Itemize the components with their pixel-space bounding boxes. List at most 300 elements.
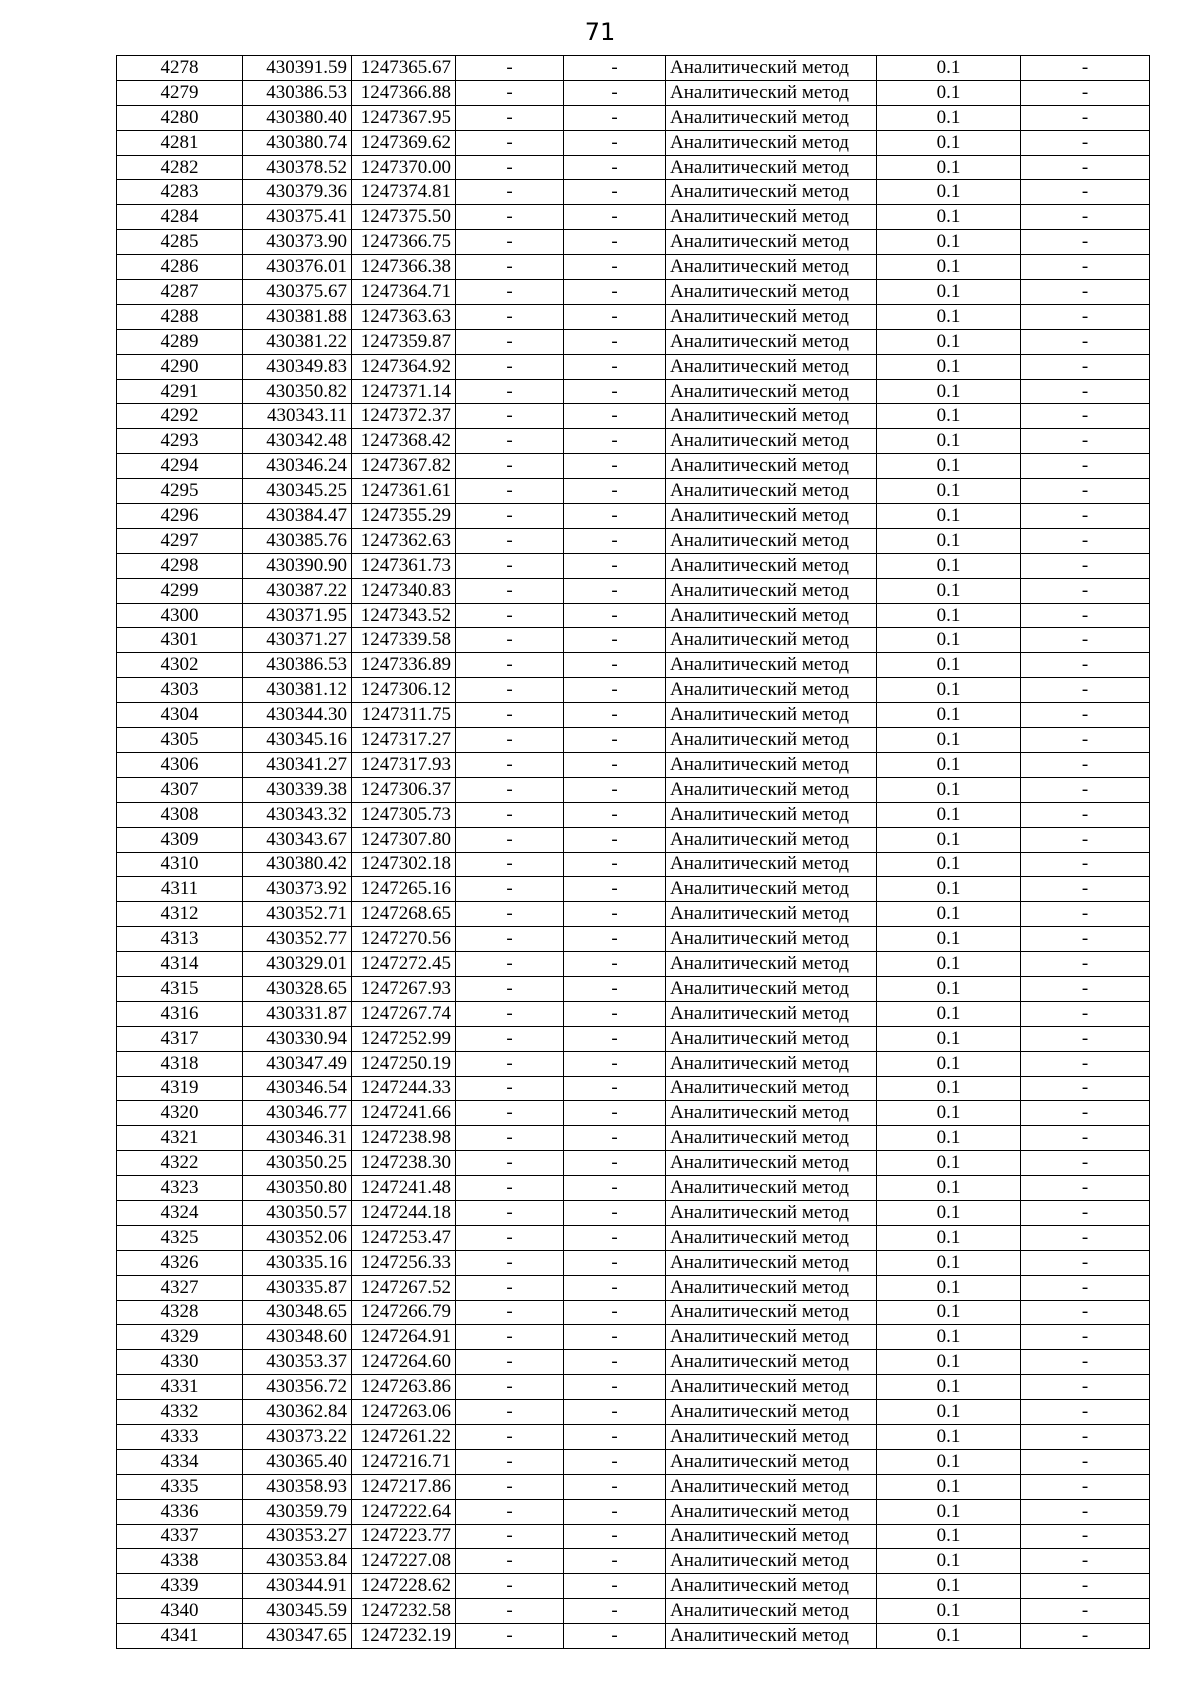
table-row	[117, 1400, 1150, 1425]
empty-value-cell: -	[456, 354, 564, 379]
empty-value-cell: -	[564, 454, 666, 479]
empty-value-cell: -	[456, 902, 564, 927]
accuracy-cell: 0.1	[877, 354, 1021, 379]
method-cell: Аналитический метод	[666, 205, 877, 230]
method-cell: Аналитический метод	[666, 703, 877, 728]
accuracy-cell: 0.1	[877, 1449, 1021, 1474]
page-number: 71	[584, 18, 616, 46]
empty-value-cell: -	[1021, 1101, 1150, 1126]
y-coordinate-cell: 1247232.58	[352, 1599, 456, 1624]
empty-value-cell: -	[456, 852, 564, 877]
point-number-cell: 4334	[117, 1449, 243, 1474]
accuracy-cell: 0.1	[877, 1499, 1021, 1524]
empty-value-cell: -	[1021, 504, 1150, 529]
table-row	[117, 976, 1150, 1001]
accuracy-cell: 0.1	[877, 827, 1021, 852]
y-coordinate-cell: 1247366.88	[352, 80, 456, 105]
x-coordinate-cell: 430352.71	[243, 902, 352, 927]
accuracy-cell: 0.1	[877, 553, 1021, 578]
y-coordinate-cell: 1247268.65	[352, 902, 456, 927]
y-coordinate-cell: 1247365.67	[352, 56, 456, 81]
x-coordinate-cell: 430378.52	[243, 155, 352, 180]
empty-value-cell: -	[564, 354, 666, 379]
empty-value-cell: -	[564, 1151, 666, 1176]
y-coordinate-cell: 1247364.92	[352, 354, 456, 379]
y-coordinate-cell: 1247264.91	[352, 1325, 456, 1350]
accuracy-cell: 0.1	[877, 1051, 1021, 1076]
accuracy-cell: 0.1	[877, 1474, 1021, 1499]
method-cell: Аналитический метод	[666, 429, 877, 454]
empty-value-cell: -	[456, 1076, 564, 1101]
y-coordinate-cell: 1247238.98	[352, 1126, 456, 1151]
accuracy-cell: 0.1	[877, 479, 1021, 504]
method-cell: Аналитический метод	[666, 728, 877, 753]
accuracy-cell: 0.1	[877, 304, 1021, 329]
table-row	[117, 354, 1150, 379]
x-coordinate-cell: 430371.95	[243, 603, 352, 628]
x-coordinate-cell: 430341.27	[243, 752, 352, 777]
point-number-cell: 4283	[117, 180, 243, 205]
method-cell: Аналитический метод	[666, 628, 877, 653]
point-number-cell: 4328	[117, 1300, 243, 1325]
empty-value-cell: -	[456, 728, 564, 753]
empty-value-cell: -	[456, 1574, 564, 1599]
accuracy-cell: 0.1	[877, 80, 1021, 105]
table-row	[117, 429, 1150, 454]
empty-value-cell: -	[1021, 703, 1150, 728]
accuracy-cell: 0.1	[877, 1624, 1021, 1649]
table-row	[117, 1599, 1150, 1624]
method-cell: Аналитический метод	[666, 56, 877, 81]
point-number-cell: 4318	[117, 1051, 243, 1076]
empty-value-cell: -	[456, 1499, 564, 1524]
y-coordinate-cell: 1247307.80	[352, 827, 456, 852]
empty-value-cell: -	[456, 1101, 564, 1126]
x-coordinate-cell: 430352.06	[243, 1225, 352, 1250]
y-coordinate-cell: 1247228.62	[352, 1574, 456, 1599]
accuracy-cell: 0.1	[877, 1001, 1021, 1026]
y-coordinate-cell: 1247372.37	[352, 404, 456, 429]
x-coordinate-cell: 430350.57	[243, 1200, 352, 1225]
empty-value-cell: -	[564, 553, 666, 578]
table-row	[117, 827, 1150, 852]
empty-value-cell: -	[456, 230, 564, 255]
table-row	[117, 1474, 1150, 1499]
accuracy-cell: 0.1	[877, 752, 1021, 777]
empty-value-cell: -	[456, 1151, 564, 1176]
empty-value-cell: -	[564, 1325, 666, 1350]
empty-value-cell: -	[456, 628, 564, 653]
point-number-cell: 4285	[117, 230, 243, 255]
method-cell: Аналитический метод	[666, 1449, 877, 1474]
accuracy-cell: 0.1	[877, 130, 1021, 155]
empty-value-cell: -	[456, 80, 564, 105]
empty-value-cell: -	[564, 1275, 666, 1300]
x-coordinate-cell: 430380.74	[243, 130, 352, 155]
empty-value-cell: -	[1021, 304, 1150, 329]
accuracy-cell: 0.1	[877, 155, 1021, 180]
empty-value-cell: -	[456, 205, 564, 230]
empty-value-cell: -	[1021, 802, 1150, 827]
table-row	[117, 678, 1150, 703]
accuracy-cell: 0.1	[877, 678, 1021, 703]
accuracy-cell: 0.1	[877, 603, 1021, 628]
empty-value-cell: -	[1021, 56, 1150, 81]
point-number-cell: 4299	[117, 578, 243, 603]
method-cell: Аналитический метод	[666, 230, 877, 255]
table-row	[117, 1051, 1150, 1076]
empty-value-cell: -	[456, 1176, 564, 1201]
x-coordinate-cell: 430335.16	[243, 1250, 352, 1275]
y-coordinate-cell: 1247364.71	[352, 280, 456, 305]
empty-value-cell: -	[564, 255, 666, 280]
empty-value-cell: -	[456, 653, 564, 678]
empty-value-cell: -	[564, 1076, 666, 1101]
empty-value-cell: -	[564, 1200, 666, 1225]
empty-value-cell: -	[456, 329, 564, 354]
table-row	[117, 777, 1150, 802]
table-row	[117, 205, 1150, 230]
method-cell: Аналитический метод	[666, 280, 877, 305]
empty-value-cell: -	[456, 379, 564, 404]
point-number-cell: 4301	[117, 628, 243, 653]
table-row	[117, 1350, 1150, 1375]
table-row	[117, 703, 1150, 728]
point-number-cell: 4295	[117, 479, 243, 504]
point-number-cell: 4291	[117, 379, 243, 404]
method-cell: Аналитический метод	[666, 976, 877, 1001]
empty-value-cell: -	[456, 155, 564, 180]
table-row	[117, 927, 1150, 952]
method-cell: Аналитический метод	[666, 479, 877, 504]
accuracy-cell: 0.1	[877, 976, 1021, 1001]
method-cell: Аналитический метод	[666, 1474, 877, 1499]
method-cell: Аналитический метод	[666, 404, 877, 429]
y-coordinate-cell: 1247336.89	[352, 653, 456, 678]
point-number-cell: 4311	[117, 877, 243, 902]
y-coordinate-cell: 1247263.06	[352, 1400, 456, 1425]
empty-value-cell: -	[1021, 1549, 1150, 1574]
point-number-cell: 4289	[117, 329, 243, 354]
empty-value-cell: -	[564, 877, 666, 902]
point-number-cell: 4288	[117, 304, 243, 329]
y-coordinate-cell: 1247366.75	[352, 230, 456, 255]
table-row	[117, 603, 1150, 628]
accuracy-cell: 0.1	[877, 952, 1021, 977]
accuracy-cell: 0.1	[877, 1325, 1021, 1350]
accuracy-cell: 0.1	[877, 852, 1021, 877]
empty-value-cell: -	[564, 703, 666, 728]
empty-value-cell: -	[1021, 1524, 1150, 1549]
empty-value-cell: -	[1021, 553, 1150, 578]
empty-value-cell: -	[564, 1126, 666, 1151]
accuracy-cell: 0.1	[877, 429, 1021, 454]
y-coordinate-cell: 1247223.77	[352, 1524, 456, 1549]
table-row	[117, 1524, 1150, 1549]
empty-value-cell: -	[564, 927, 666, 952]
empty-value-cell: -	[456, 429, 564, 454]
empty-value-cell: -	[1021, 728, 1150, 753]
x-coordinate-cell: 430346.54	[243, 1076, 352, 1101]
y-coordinate-cell: 1247367.95	[352, 105, 456, 130]
empty-value-cell: -	[456, 1325, 564, 1350]
y-coordinate-cell: 1247317.27	[352, 728, 456, 753]
accuracy-cell: 0.1	[877, 1250, 1021, 1275]
empty-value-cell: -	[456, 802, 564, 827]
empty-value-cell: -	[1021, 1474, 1150, 1499]
table-row	[117, 255, 1150, 280]
empty-value-cell: -	[564, 1350, 666, 1375]
empty-value-cell: -	[564, 1250, 666, 1275]
method-cell: Аналитический метод	[666, 329, 877, 354]
empty-value-cell: -	[564, 528, 666, 553]
empty-value-cell: -	[1021, 952, 1150, 977]
y-coordinate-cell: 1247256.33	[352, 1250, 456, 1275]
method-cell: Аналитический метод	[666, 255, 877, 280]
method-cell: Аналитический метод	[666, 528, 877, 553]
method-cell: Аналитический метод	[666, 777, 877, 802]
table-row	[117, 56, 1150, 81]
x-coordinate-cell: 430347.65	[243, 1624, 352, 1649]
method-cell: Аналитический метод	[666, 1076, 877, 1101]
empty-value-cell: -	[564, 1225, 666, 1250]
accuracy-cell: 0.1	[877, 1375, 1021, 1400]
point-number-cell: 4332	[117, 1400, 243, 1425]
empty-value-cell: -	[564, 280, 666, 305]
table-row	[117, 877, 1150, 902]
empty-value-cell: -	[564, 130, 666, 155]
empty-value-cell: -	[1021, 329, 1150, 354]
empty-value-cell: -	[456, 976, 564, 1001]
table-row	[117, 1200, 1150, 1225]
empty-value-cell: -	[456, 479, 564, 504]
table-row	[117, 155, 1150, 180]
empty-value-cell: -	[564, 1449, 666, 1474]
empty-value-cell: -	[456, 678, 564, 703]
x-coordinate-cell: 430346.24	[243, 454, 352, 479]
empty-value-cell: -	[1021, 1250, 1150, 1275]
empty-value-cell: -	[564, 155, 666, 180]
x-coordinate-cell: 430358.93	[243, 1474, 352, 1499]
method-cell: Аналитический метод	[666, 927, 877, 952]
empty-value-cell: -	[1021, 379, 1150, 404]
point-number-cell: 4284	[117, 205, 243, 230]
empty-value-cell: -	[456, 130, 564, 155]
y-coordinate-cell: 1247306.12	[352, 678, 456, 703]
x-coordinate-cell: 430386.53	[243, 80, 352, 105]
table-row	[117, 1176, 1150, 1201]
accuracy-cell: 0.1	[877, 329, 1021, 354]
empty-value-cell: -	[564, 902, 666, 927]
empty-value-cell: -	[564, 205, 666, 230]
method-cell: Аналитический метод	[666, 1375, 877, 1400]
empty-value-cell: -	[564, 404, 666, 429]
point-number-cell: 4333	[117, 1424, 243, 1449]
x-coordinate-cell: 430362.84	[243, 1400, 352, 1425]
x-coordinate-cell: 430380.40	[243, 105, 352, 130]
point-number-cell: 4281	[117, 130, 243, 155]
empty-value-cell: -	[456, 927, 564, 952]
empty-value-cell: -	[564, 56, 666, 81]
x-coordinate-cell: 430387.22	[243, 578, 352, 603]
accuracy-cell: 0.1	[877, 927, 1021, 952]
y-coordinate-cell: 1247272.45	[352, 952, 456, 977]
y-coordinate-cell: 1247369.62	[352, 130, 456, 155]
x-coordinate-cell: 430335.87	[243, 1275, 352, 1300]
method-cell: Аналитический метод	[666, 1574, 877, 1599]
empty-value-cell: -	[1021, 429, 1150, 454]
x-coordinate-cell: 430373.90	[243, 230, 352, 255]
point-number-cell: 4298	[117, 553, 243, 578]
empty-value-cell: -	[1021, 1449, 1150, 1474]
empty-value-cell: -	[1021, 1325, 1150, 1350]
point-number-cell: 4280	[117, 105, 243, 130]
accuracy-cell: 0.1	[877, 454, 1021, 479]
empty-value-cell: -	[564, 603, 666, 628]
method-cell: Аналитический метод	[666, 1524, 877, 1549]
method-cell: Аналитический метод	[666, 752, 877, 777]
empty-value-cell: -	[564, 852, 666, 877]
x-coordinate-cell: 430375.41	[243, 205, 352, 230]
empty-value-cell: -	[1021, 280, 1150, 305]
point-number-cell: 4287	[117, 280, 243, 305]
empty-value-cell: -	[564, 1424, 666, 1449]
accuracy-cell: 0.1	[877, 777, 1021, 802]
empty-value-cell: -	[1021, 653, 1150, 678]
empty-value-cell: -	[456, 504, 564, 529]
method-cell: Аналитический метод	[666, 578, 877, 603]
table-row	[117, 528, 1150, 553]
empty-value-cell: -	[1021, 1200, 1150, 1225]
point-number-cell: 4302	[117, 653, 243, 678]
y-coordinate-cell: 1247306.37	[352, 777, 456, 802]
accuracy-cell: 0.1	[877, 1101, 1021, 1126]
x-coordinate-cell: 430346.31	[243, 1126, 352, 1151]
accuracy-cell: 0.1	[877, 255, 1021, 280]
x-coordinate-cell: 430376.01	[243, 255, 352, 280]
point-number-cell: 4321	[117, 1126, 243, 1151]
empty-value-cell: -	[1021, 1225, 1150, 1250]
empty-value-cell: -	[1021, 1126, 1150, 1151]
empty-value-cell: -	[456, 1300, 564, 1325]
empty-value-cell: -	[564, 1474, 666, 1499]
x-coordinate-cell: 430371.27	[243, 628, 352, 653]
accuracy-cell: 0.1	[877, 105, 1021, 130]
x-coordinate-cell: 430348.65	[243, 1300, 352, 1325]
empty-value-cell: -	[1021, 1375, 1150, 1400]
point-number-cell: 4310	[117, 852, 243, 877]
empty-value-cell: -	[456, 1524, 564, 1549]
x-coordinate-cell: 430345.25	[243, 479, 352, 504]
y-coordinate-cell: 1247302.18	[352, 852, 456, 877]
method-cell: Аналитический метод	[666, 1549, 877, 1574]
accuracy-cell: 0.1	[877, 1076, 1021, 1101]
method-cell: Аналитический метод	[666, 1176, 877, 1201]
method-cell: Аналитический метод	[666, 354, 877, 379]
empty-value-cell: -	[1021, 902, 1150, 927]
empty-value-cell: -	[564, 827, 666, 852]
empty-value-cell: -	[1021, 578, 1150, 603]
empty-value-cell: -	[1021, 454, 1150, 479]
point-number-cell: 4330	[117, 1350, 243, 1375]
x-coordinate-cell: 430344.91	[243, 1574, 352, 1599]
empty-value-cell: -	[564, 304, 666, 329]
method-cell: Аналитический метод	[666, 1225, 877, 1250]
method-cell: Аналитический метод	[666, 130, 877, 155]
empty-value-cell: -	[564, 777, 666, 802]
empty-value-cell: -	[564, 952, 666, 977]
table-row	[117, 802, 1150, 827]
empty-value-cell: -	[1021, 1076, 1150, 1101]
x-coordinate-cell: 430343.32	[243, 802, 352, 827]
empty-value-cell: -	[1021, 105, 1150, 130]
y-coordinate-cell: 1247216.71	[352, 1449, 456, 1474]
accuracy-cell: 0.1	[877, 1151, 1021, 1176]
empty-value-cell: -	[456, 877, 564, 902]
method-cell: Аналитический метод	[666, 1325, 877, 1350]
empty-value-cell: -	[1021, 1176, 1150, 1201]
empty-value-cell: -	[456, 1250, 564, 1275]
y-coordinate-cell: 1247253.47	[352, 1225, 456, 1250]
y-coordinate-cell: 1247305.73	[352, 802, 456, 827]
y-coordinate-cell: 1247343.52	[352, 603, 456, 628]
x-coordinate-cell: 430390.90	[243, 553, 352, 578]
accuracy-cell: 0.1	[877, 1200, 1021, 1225]
accuracy-cell: 0.1	[877, 628, 1021, 653]
empty-value-cell: -	[1021, 628, 1150, 653]
point-number-cell: 4286	[117, 255, 243, 280]
point-number-cell: 4293	[117, 429, 243, 454]
empty-value-cell: -	[456, 777, 564, 802]
method-cell: Аналитический метод	[666, 678, 877, 703]
x-coordinate-cell: 430344.30	[243, 703, 352, 728]
y-coordinate-cell: 1247361.73	[352, 553, 456, 578]
point-number-cell: 4309	[117, 827, 243, 852]
table-row	[117, 280, 1150, 305]
table-row	[117, 728, 1150, 753]
accuracy-cell: 0.1	[877, 802, 1021, 827]
empty-value-cell: -	[456, 404, 564, 429]
y-coordinate-cell: 1247267.93	[352, 976, 456, 1001]
empty-value-cell: -	[564, 1176, 666, 1201]
empty-value-cell: -	[1021, 777, 1150, 802]
table-row	[117, 628, 1150, 653]
table-row	[117, 952, 1150, 977]
table-row	[117, 404, 1150, 429]
table-row	[117, 1225, 1150, 1250]
accuracy-cell: 0.1	[877, 230, 1021, 255]
empty-value-cell: -	[1021, 927, 1150, 952]
point-number-cell: 4341	[117, 1624, 243, 1649]
empty-value-cell: -	[456, 1424, 564, 1449]
empty-value-cell: -	[456, 280, 564, 305]
point-number-cell: 4339	[117, 1574, 243, 1599]
empty-value-cell: -	[456, 105, 564, 130]
method-cell: Аналитический метод	[666, 877, 877, 902]
empty-value-cell: -	[1021, 852, 1150, 877]
x-coordinate-cell: 430365.40	[243, 1449, 352, 1474]
point-number-cell: 4307	[117, 777, 243, 802]
point-number-cell: 4335	[117, 1474, 243, 1499]
empty-value-cell: -	[564, 429, 666, 454]
y-coordinate-cell: 1247241.48	[352, 1176, 456, 1201]
y-coordinate-cell: 1247261.22	[352, 1424, 456, 1449]
empty-value-cell: -	[456, 1225, 564, 1250]
x-coordinate-cell: 430384.47	[243, 504, 352, 529]
point-number-cell: 4327	[117, 1275, 243, 1300]
empty-value-cell: -	[1021, 180, 1150, 205]
x-coordinate-cell: 430386.53	[243, 653, 352, 678]
